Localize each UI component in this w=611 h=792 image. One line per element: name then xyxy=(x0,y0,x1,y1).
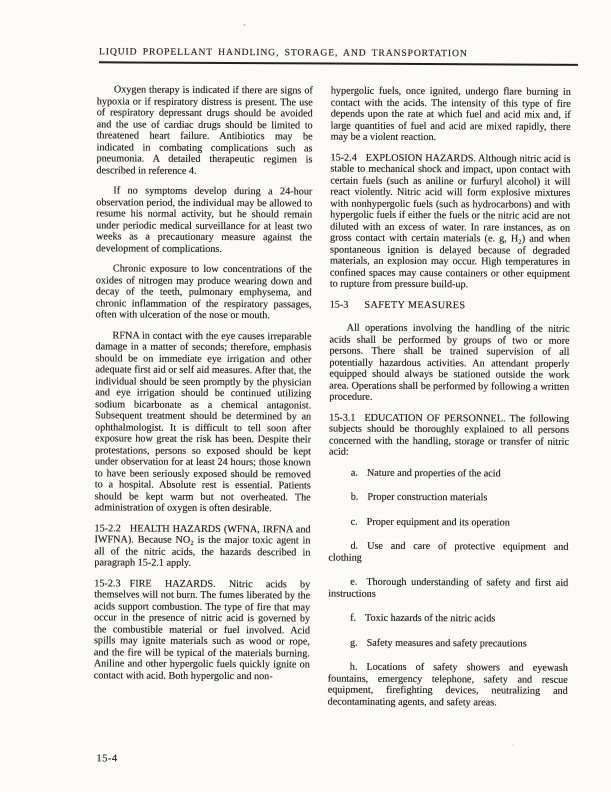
section-number: 15-2.3 xyxy=(94,577,121,589)
section-text: EXPLOSION HAZARDS. Although nitric acid is stable to mechanical shock and impact, upon contact with certain fuels (such as aniline or furfuryl alcohol) it will react violently. Nitric acid will form explosive mixtures with nonhypergolic fuels (such as hydrocarbons) and with hypergolic fuels if either the fuels or the nitric acid are not diluted with an excess of water. In rare instances, as on gross contact with certain materials (e. g, H₂) and when spontaneous ignition is delayed because of degraded materials, an explosion may occur. High temperatures in confined spaces may cause containers or other equipment to rupture from pressure build-up. xyxy=(329,152,571,291)
list-item-text: Thorough understanding of safety and first aid instructions xyxy=(328,576,569,600)
list-item-label: e. xyxy=(350,576,358,588)
left-column xyxy=(94,84,313,691)
body-paragraph: If no symptoms develop during a 24-hour observation period, the individual may be allowed to resume his normal activity, but he should remain under periodic medical surveillance for at least two weeks as a precautionary measure against the development of complications. xyxy=(95,185,313,255)
list-item xyxy=(328,613,568,626)
body-paragraph: Chronic exposure to low concentrations of the oxides of nitrogen may produce wearing down and decay of the teeth, pulmonary emphysema, and chronic inflammation of the respiratory passages, often with ulceration of the nose or mouth. xyxy=(95,263,312,322)
list-item xyxy=(329,492,569,505)
section-text: EDUCATION OF PERSONNEL. The following subjects should be thoroughly explained to all persons concerned with the handling, storage or transfer of nitric acid: xyxy=(328,412,570,458)
list-item xyxy=(329,467,569,480)
list-item-text: Safety measures and safety precautions xyxy=(366,637,527,650)
list-item-text: Nature and properties of the acid xyxy=(366,467,501,479)
section-paragraph xyxy=(330,152,571,291)
right-column xyxy=(328,86,571,722)
list-item-text: Toxic hazards of the nitric acids xyxy=(365,612,496,625)
section-title: SAFETY MEASURES xyxy=(364,299,466,311)
body-paragraph: hypergolic fuels, once ignited, undergo flare burning in contact with the acids. The intensity of this type of fire depends upon the rate at which fuel and acid mix and, if large quantities of fuel and acid are mixed rapidly, there may be a violent reaction. xyxy=(330,85,571,144)
list-item-label: c. xyxy=(350,516,358,528)
running-head: LIQUID PROPELLANT HANDLING, STORAGE, AND TRANSPORTATION xyxy=(99,46,578,66)
section-text: HEALTH HAZARDS (WFNA, IRFNA and IWFNA). Because NO₂ is the major toxic agent in all of the nitric acids, the hazards described in paragraph 15-2.1 apply. xyxy=(94,522,311,569)
section-number: 15-2.2 xyxy=(94,522,121,534)
page-number: 15-4 xyxy=(96,753,118,765)
list-item xyxy=(328,637,568,650)
section-heading xyxy=(330,299,570,312)
body-paragraph: RFNA in contact with the eye causes irreparable damage in a matter of seconds; therefore, emphasis should be on immediate eye irrigation and other adequate first aid or self aid measures. After that, the individual should be seen promptly by the physician and eye irrigation should be continued utilizing sodium bicarbonate as a chemical antagonist. Subsequent treatment should be determined by an ophthalmologist. It is difficult to tell soon after exposure how great the risk has been. Despite their protestations, persons so exposed should be kept under observation for at least 24 hours; those known to have been seriously exposed should be removed to a hospital. Absolute rest is essential. Patients should be kept warm but not overheated. The administration of oxygen is often desirable. xyxy=(94,329,312,515)
list-item-label: f. xyxy=(350,612,357,624)
section-paragraph xyxy=(94,578,311,683)
list-item-label: b. xyxy=(350,491,359,503)
list-item xyxy=(328,541,568,565)
section-paragraph xyxy=(94,523,310,570)
list-item-text: Locations of safety showers and eyewash fountains, emergency telephone, safety and rescue equipment, firefighting devices, neutralizing and decontaminating agents, and safety areas. xyxy=(327,661,568,708)
scan-speck xyxy=(243,24,246,26)
list-item xyxy=(328,577,568,601)
list-item-label: d. xyxy=(350,540,359,552)
section-number: 15-2.4 xyxy=(330,152,357,164)
list-item xyxy=(328,662,568,709)
list-item xyxy=(329,516,569,529)
list-item-label: a. xyxy=(350,467,358,479)
section-paragraph xyxy=(329,412,569,459)
body-paragraph: Oxygen therapy is indicated if there are signs of hypoxia or if respiratory distress is present. The use of respiratory depressant drugs should be avoided and the use of cardiac drugs should be limited to threatened heart failure. Antibiotics may be indicated in combating complications such as pneumonia. A detailed therapeutic regimen is described in reference 4. xyxy=(96,84,313,177)
list-item-label: g. xyxy=(349,637,358,649)
list-item-text: Proper equipment and its operation xyxy=(366,516,510,528)
list-item-text: Use and care of protective equipment and clothing xyxy=(328,540,569,564)
body-paragraph: All operations involving the handling of the nitric acids shall be performed by groups of two or more persons. There shall be trained supervision of all potentially hazardous activities. An attendant properly equipped should always be stationed outside the work area. Operations shall be performed by following a written procedure. xyxy=(329,322,570,403)
scan-speck xyxy=(540,96,542,98)
section-number: 15-3.1 xyxy=(329,412,356,424)
list-item-text: Proper construction materials xyxy=(367,491,488,504)
section-text: FIRE HAZARDS. Nitric acids by themselves will not burn. The fumes liberated by the acids support combustion. The type of fire that may occur in the presence of nitric acid is governed by the combustible material or fuel involved. Acid spills may ignite materials such as wood or rope, and the fire will be typical of the materials burning. Aniline and other hypergolic fuels quickly ignite on contact with acid. Both hypergolic and non- xyxy=(93,577,311,682)
scan-speck xyxy=(512,744,514,746)
list-item-label: h. xyxy=(349,661,358,673)
section-number: 15-3 xyxy=(329,299,349,311)
